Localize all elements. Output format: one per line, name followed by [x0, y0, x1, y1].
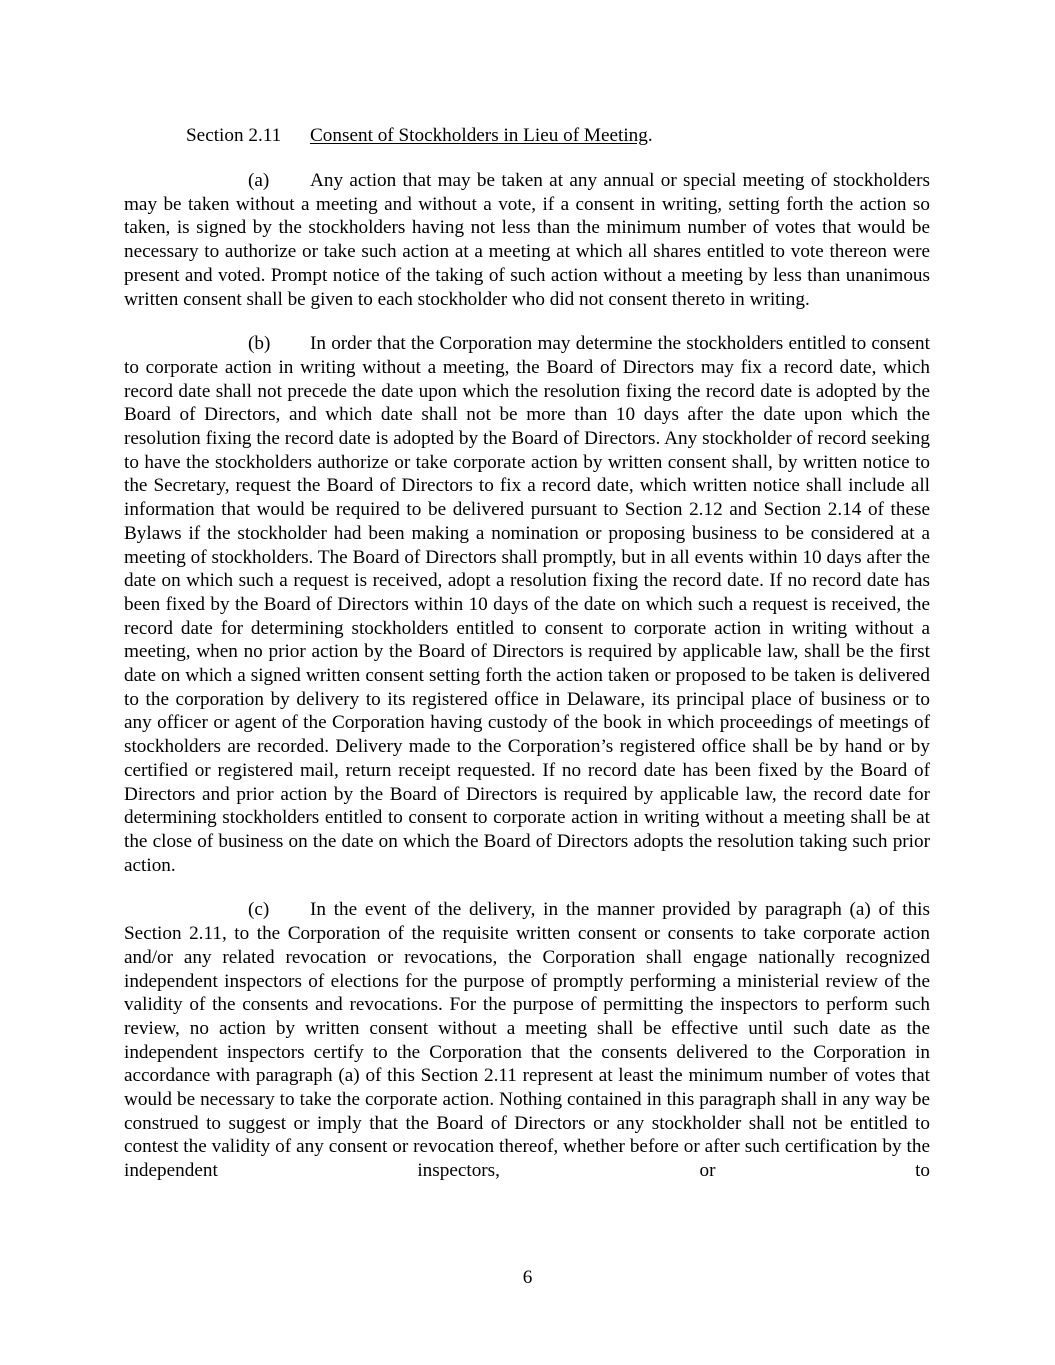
paragraph-b-label: (b) [248, 333, 271, 355]
paragraph-c [124, 898, 930, 1182]
document-page [124, 124, 930, 1204]
section-heading [124, 124, 930, 148]
paragraph-a-label: (a) [248, 170, 270, 191]
paragraph-b [124, 332, 930, 877]
section-title-period: . [647, 125, 653, 146]
paragraph-c-label: (c) [248, 899, 270, 921]
paragraph-a-text: Any action that may be taken at any annual or special meeting of stockholders may be taken without a meeting and without a vote, if a consent in writing, setting forth the action so taken, is signed by the stockholders having not less than the minimum number of votes that would be necessary to authorize or take such action at a meeting at which all shares entitled to vote thereon were present and voted. Prompt notice of the taking of such action without a meeting by less than unanimous written consent shall be given to each stockholder who did not consent thereto in writing. [124, 170, 930, 310]
page-number: 6 [522, 1267, 533, 1288]
paragraph-b-text: In order that the Corporation may determine the stockholders entitled to consent to corporate action in writing without a meeting, the Board of Directors may fix a record date, which record date shall not precede the date upon which the resolution fixing the record date is adopted by the Board of Directors, and which date shall not be more than 10 days after the date upon which the resolution fixing the record date is adopted by the Board of Directors. Any stockholder of record seeking to have the stockholders authorize or take corporate action by written consent shall, by written notice to the Secretary, request the Board of Directors to fix a record date, which written notice shall include all information that would be required to be delivered pursuant to Section 2.12 and Section 2.14 of these Bylaws if the stockholder had been making a nomination or proposing business to be considered at a meeting of stockholders. The Board of Directors shall promptly, but in all events within 10 days after the date on which such a request is received, adopt a resolution fixing the record date. If no record date has been fixed by the Board of Directors within 10 days of the date on which such a request is received, the record date for determining stockholders entitled to consent to corporate action in writing without a meeting, when no prior action by the Board of Directors is required by applicable law, shall be the first date on which a signed written consent setting forth the action taken or proposed to be taken is delivered to the corporation by delivery to its registered office in Delaware, its principal place of business or to any officer or agent of the Corporation having custody of the book in which proceedings of meetings of stockholders are recorded. Delivery made to the Corporation’s registered office shall be by hand or by certified or registered mail, return receipt requested. If no record date has been fixed by the Board of Directors and prior action by the Board of Directors is required by applicable law, the record date for determining stockholders entitled to consent to corporate action in writing without a meeting shall be at the close of business on the date on which the Board of Directors adopts the resolution taking such prior action. [124, 333, 930, 876]
paragraph-a [124, 169, 930, 311]
paragraph-c-text: In the event of the delivery, in the manner provided by paragraph (a) of this Section 2.11, to the Corporation of the requisite written consent or consents to take corporate action and/or any related revocation or revocations, the Corporation shall engage nationally recognized independent inspectors of elections for the purpose of promptly performing a ministerial review of the validity of the consents and revocations. For the purpose of permitting the inspectors to perform such review, no action by written consent without a meeting shall be effective until such date as the independent inspectors certify to the Corporation that the consents delivered to the Corporation in accordance with paragraph (a) of this Section 2.11 represent at least the minimum number of votes that would be necessary to take the corporate action. Nothing contained in this paragraph shall in any way be construed to suggest or imply that the Board of Directors or any stockholder shall not be entitled to contest the validity of any consent or revocation thereof, whether before or after such certification by the independent inspectors, or to [124, 899, 930, 1182]
section-number: Section 2.11 [186, 125, 282, 146]
section-title: Consent of Stockholders in Lieu of Meeting [310, 125, 648, 146]
